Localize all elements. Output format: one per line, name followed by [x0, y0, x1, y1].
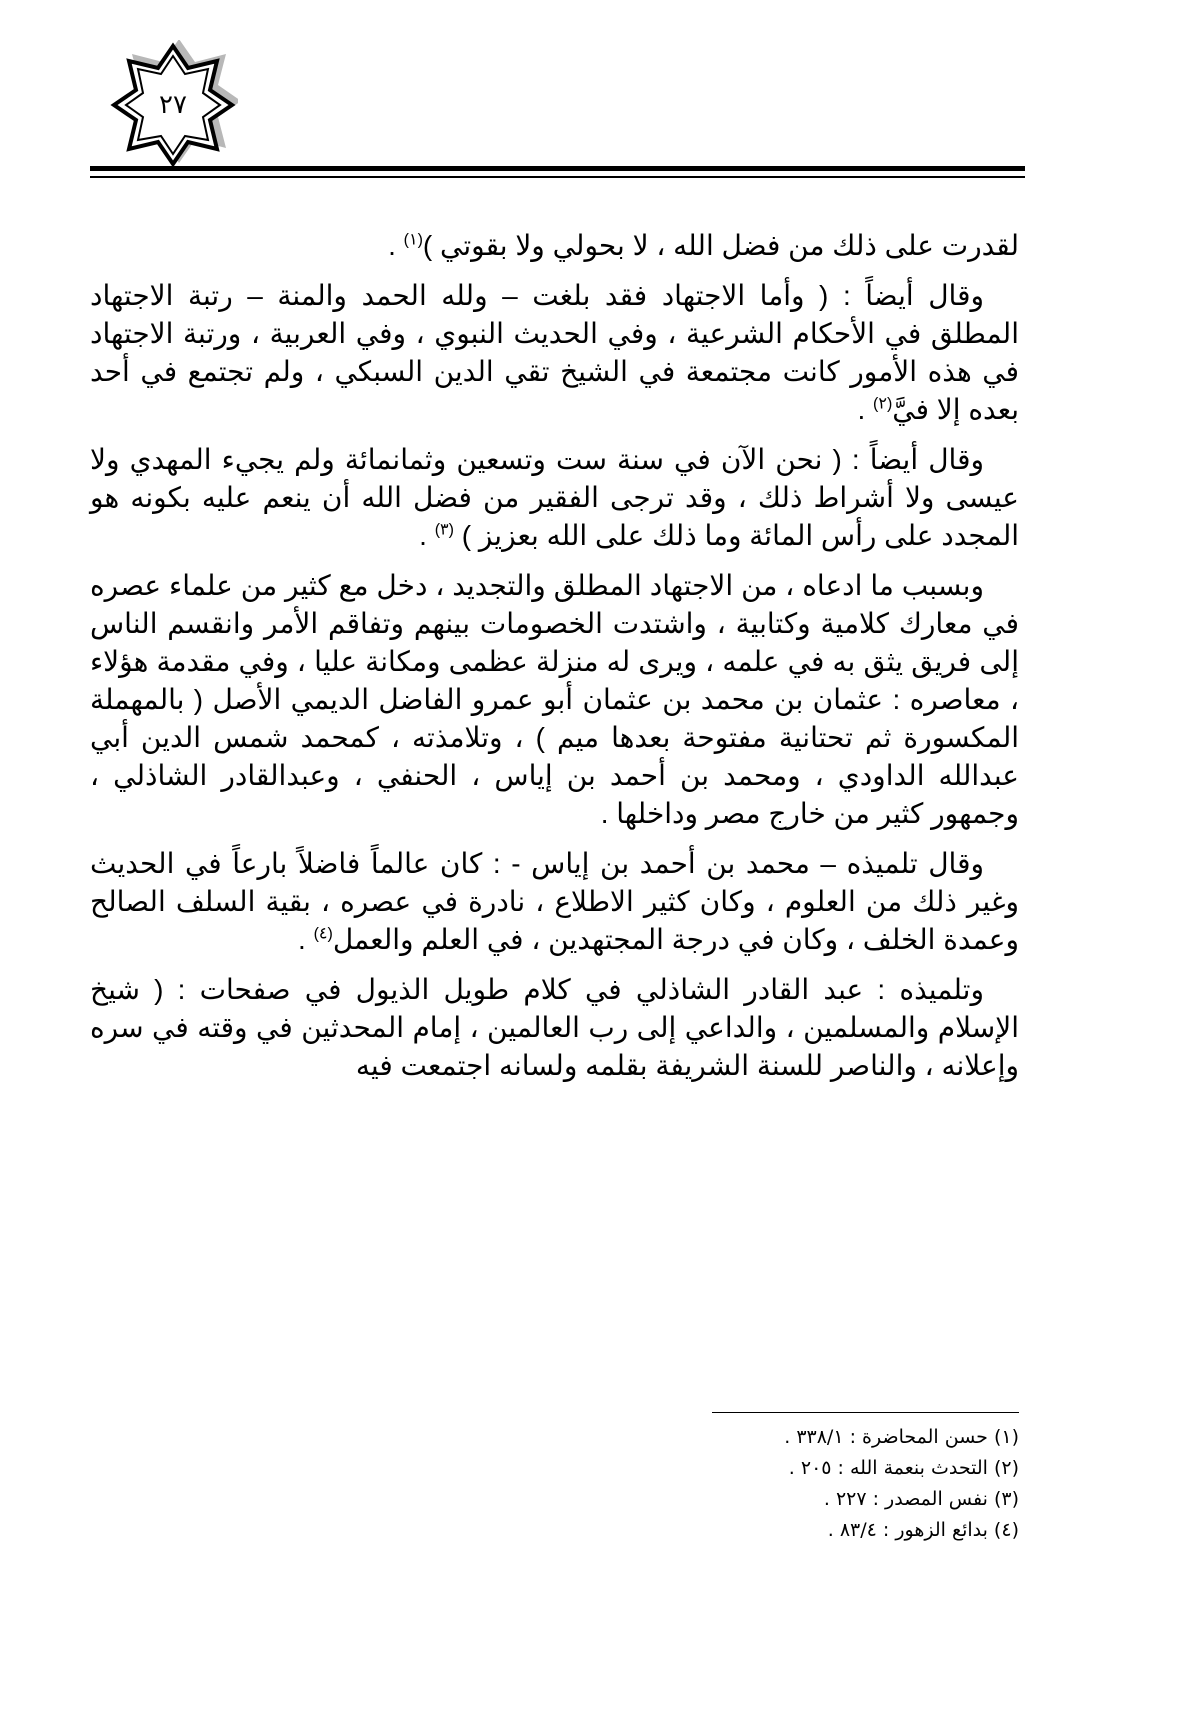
paragraph-1 [90, 227, 1019, 265]
footnote-1: (١) حسن المحاضرة : ٣٣٨/١ . [784, 1426, 1019, 1448]
paragraph-5-tail: . [298, 924, 314, 955]
header-rule-thin [90, 176, 1025, 178]
paragraph-6: وتلميذه : عبد القادر الشاذلي في كلام طويل الذيول في صفحات : ( شيخ الإسلام والمسلمين ، والداعي إلى رب العالمين ، إمام المحدثين في وقته في سره وإعلانه ، والناصر للسنة الشريفة بقلمه ولسانه اجتمعت فيه [90, 974, 1019, 1081]
footnote-ref-3: (٣) [434, 521, 454, 539]
page-number: ٢٧ [159, 90, 187, 120]
paragraph-1-text: لقدرت على ذلك من فضل الله ، لا بحولي ولا بقوتي ) [422, 230, 1019, 261]
footnote-ref-4: (٤) [313, 925, 333, 943]
footnote-4: (٤) بدائع الزهور : ٨٣/٤ . [827, 1519, 1019, 1541]
paragraph-2-tail: . [857, 394, 874, 425]
footnote-ref-2: (٢) [873, 395, 893, 413]
header-rule-thick [90, 166, 1025, 171]
paragraph-4: وبسبب ما ادعاه ، من الاجتهاد المطلق والتجديد ، دخل مع كثير من علماء عصره في معارك كلامية وكتابية ، واشتدت الخصومات بينهم وتفاقم الأمر وانقسم الناس إلى فريق يثق به في علمه ، ويرى له منزلة عظمى ومكانة عليا ، وفي مقدمة هؤلاء ، معاصره : عثمان بن محمد بن عثمان أبو عمرو الفاضل الديمي الأصل ( بالمهملة المكسورة ثم تحتانية مفتوحة بعدها ميم ) ، وتلامذته ، كمحمد شمس الدين أبي عبدالله الداودي ، ومحمد بن أحمد بن إياس ، الحنفي ، وعبدالقادر الشاذلي ، وجمهور كثير من خارج مصر وداخلها . [90, 570, 1020, 829]
paragraph-5 [90, 845, 1019, 959]
footnote-ref-1: (١) [403, 231, 423, 249]
footnotes [90, 1422, 1019, 1546]
paragraph-2-text: وقال أيضاً : ( وأما الاجتهاد فقد بلغت – ولله الحمد والمنة – رتبة الاجتهاد المطلق في الأحكام الشرعية ، وفي الحديث النبوي ، وفي العربية ، ورتبة الاجتهاد في هذه الأمور كانت مجتمعة في الشيخ تقي الدين السبكي ، ولم تجتمع في أحد بعده إلا فيَّ [90, 280, 1019, 425]
paragraph-5-text: وقال تلميذه – محمد بن أحمد بن إياس - : كان عالماً فاضلاً بارعاً في الحديث وغير ذلك من العلوم ، وكان كثير الاطلاع ، نادرة في عصره ، بقية السلف الصالح وعمدة الخلف ، وكان في درجة المجتهدين ، في العلم والعمل [90, 848, 1019, 955]
body-text [90, 227, 1019, 1097]
footnote-separator [712, 1412, 1019, 1413]
paragraph-3-text: وقال أيضاً : ( نحن الآن في سنة ست وتسعين وثمانمائة ولم يجيء المهدي ولا عيسى ولا أشراط ذلك ، وقد ترجى الفقير من فضل الله أن ينعم عليه بكونه هو المجدد على رأس المائة وما ذلك على الله بعزيز ) [90, 444, 1020, 551]
footnote-3: (٣) نفس المصدر : ٢٢٧ . [823, 1488, 1019, 1510]
paragraph-3-tail: . [419, 520, 435, 551]
paragraph-1-tail: . [388, 230, 404, 261]
paragraph-2 [90, 277, 1019, 429]
footnote-2: (٢) التحدث بنعمة الله : ٢٠٥ . [788, 1457, 1019, 1479]
paragraph-3 [90, 441, 1019, 555]
